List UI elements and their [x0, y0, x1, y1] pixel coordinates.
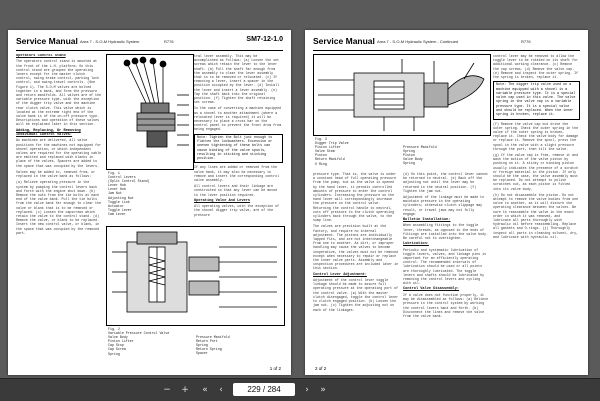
caption-item: Spring: [196, 343, 208, 348]
figure-digger-trip-valve: [313, 54, 491, 136]
paragraph: Adjustment of the control lever toggle linkage should be made to assure full operating pressure at the operating port of the control valve. (a) With the master clutch disengaged, toggle the control lever to clutch engaged position. (b) Loosen the jam nut. (c) Tighten the adjusting nut on each of the linkages.: [313, 278, 399, 312]
paragraph: All control levers and their linkage are constructed so that any lever can be moved to the lever position required.: [194, 184, 278, 197]
zoom-in-button[interactable]: +: [181, 385, 189, 395]
caption-item: Control Levers: [108, 175, 136, 180]
paragraph: When assembling fittings to the toggle lever, threads, as opposed to the ends of fittings are installed into the valve body. Be careful not to overtighten.: [403, 223, 489, 241]
page-left: [8, 30, 291, 375]
paragraph: If any lines are added or removed from the valve bank, it may also be necessary to remove and insert the corresponding control valve assembly.: [194, 165, 280, 183]
caption-item: Lever Hub: [108, 187, 126, 192]
caption-item: Jam Nut: [108, 191, 122, 196]
caption-item: (Split Control Stand): [108, 179, 150, 184]
caption-item: Piston: [315, 153, 327, 158]
prev-page-button[interactable]: ‹: [219, 385, 223, 395]
figure-1-caption: [108, 171, 192, 216]
figure-control-levers: [106, 54, 194, 170]
figure-2-caption: [108, 327, 192, 356]
caption-item: Spacer: [196, 351, 208, 356]
valve-drawing: [107, 227, 284, 325]
section-heading: Adding, Replacing, Or Removing Individual Control Valves:: [16, 128, 81, 138]
manual-subtitle: Area 7 - S-O-M Hydraulic System - Continued: [377, 39, 459, 44]
section-heading: Control Lever Adjustment:: [313, 272, 367, 277]
caption-title: Fig. 1: [108, 171, 120, 175]
paragraph: (d) On this point, the control lever cannot be returned to neutral. (e) Back off the adjusting nut until the lever may be returned to the neutral position. (f) Tighten the jam nut.: [403, 172, 489, 193]
caption-item: Toggle Link: [108, 199, 130, 204]
caption-item: Spring: [108, 351, 120, 356]
caption-item: Return Manifold: [315, 157, 345, 162]
paragraph: tral lever assembly. This may be accomplished as follows: (a) Loosen the set screws which retain the lever to the lever shaft. (b) Pull the shaft far enough from the assembly to clear the lever assembly that is to be removed or relocated. (c) If removing a lever, insert a spacer in the position occupied by the lever. (d) Install the lever and insert a lever assembly. (e) Tap the shaft back into the original position. (f) Tighten the shaft retaining set screws.: [194, 54, 280, 105]
paragraph: The valves are precision built at the factory, and require no internal adjustment. The pistons are individually lapped fits, and are not interchangeable from one to another. As dirt, or improper handling may cause the valves to become inoperative, the valves must not be removed except when necessary to repair or replace the inner valve parts. Assembly and inspection procedures are included later in this section.: [313, 224, 399, 271]
caption-subtitle: Variable Pressure Control Valve: [108, 331, 170, 336]
caption-item: Piston: [403, 153, 415, 158]
page-number-field[interactable]: 229 / 284: [233, 383, 295, 396]
caption-item: Valve Stem: [315, 149, 335, 154]
caption-item: Piston Lifter: [108, 339, 134, 344]
caption-item: Toggle Lever: [108, 207, 132, 212]
caption-item: O Ring: [315, 161, 327, 166]
paragraph: All operating valves, with the exception of the shovel digger trip valve, are of the pressure: [194, 204, 280, 217]
warning-note: Note: Tighten the Bolt just enough to flatten the lockwashers. Excessive or uneven tightening of these bolts can cause binding of the valve spools, resulting in sticking and sticking position.: [194, 134, 283, 164]
paragraph: The operators control stand is mounted at the front of the L.H. platform. On this control stand are grouped the operating levers except for the master clutch control, swing brake control, parking lock control, and swing-travel controls. (See Figure 1). The S-O-M valves are bolted together in a bank, and form the pressure and return manifolds. All valves are of the variable pressure type, with the exception of the digger trip valve and the machine rear clutch valve. This valve which is located at the extreme right end of the valve bank is of the on-off pressure type. Descriptions and operation of these valves will be explained later in this section.: [16, 59, 102, 127]
page-number: 2 of 2: [315, 366, 327, 371]
caption-item: Lever Hub: [108, 183, 126, 188]
figure-3-caption: [315, 137, 399, 166]
manual-title: Service Manual: [313, 36, 375, 46]
caption-title: Fig. 3: [315, 137, 327, 141]
caption-item: Cap Screw: [108, 347, 126, 352]
paragraph: Adjustment of the linkage must be made to maintain pressure in the operating cylinders; otherwise clutch slippage may result, or travel jaws may not fully engage.: [403, 195, 485, 216]
paragraph: (f) Remove the valve cap but drive the outer spring. Check the outer spring in the valve if the outer spring is broken, replace it. Check the valve body for damage or replace it. Remove the spool, press the spool in the valve with a slight pressure through the port, then tilt the valve.: [493, 121, 579, 151]
caption-item: Valve Body: [403, 157, 423, 162]
section-heading: Operators Control Stand: [16, 54, 66, 58]
digger-valve-drawing: [314, 55, 490, 135]
paragraph: pressure type. That is, the valve is under a constant head of full operating pressure from the pump, but as the valve is opened by the hand lever, it permits controlled amounts of pressure to enter the control cylinders. Increasing the pressure on the hand lever will correspondingly increase the pressure on the control valve. Returning the control handle to neutral, cuts off pressure to the clutch operating cylinders back through the valve, to the sump line.: [313, 172, 397, 223]
manual-code: R776: [521, 39, 531, 44]
viewer-toolbar: [0, 378, 600, 401]
warning-note: Note: The digger trip valve used on a machine equipped with a shovel is a variable pressure type. It is a special valve cap used in this valve. The valve spring in the valve cap is a variable pressure type. It is a special valve and should be replaced. When the inner spring is broken, replace it.: [493, 81, 580, 119]
section-heading: Operating Valve And Levers: [194, 198, 251, 203]
text-column-1: [313, 172, 399, 361]
caption-item: Return Port: [196, 339, 218, 344]
caption-item: Valve Body: [108, 335, 128, 340]
caption-item: Piston Lifter: [315, 145, 341, 150]
text-column-3: [194, 54, 283, 224]
next-page-button[interactable]: ›: [305, 385, 309, 395]
paragraph: (g) If the valve cap is free, remove it and wash the action of the valve piston by pushing on it. A sticky or binding piston usually indicates the presence of a scratch or foreign material in the piston. If only should be the case, the valve assembly must be replaced. Do not attempt to polish scratches out, as each piston is fitted into its valve body.: [493, 153, 579, 191]
section-number: SM7-12-1.0: [246, 36, 283, 43]
paragraph: (h) Do not disassemble the piston. Do not attempt to remove the valve bodies from one valve to another, as it will disturb the operating clearance between the valves. Be sure to reassemble the valve in the exact order in which it was removed, and lubricate all parts thoroughly with hydraulic oil before reassembling. Replace all gaskets and O-rings. (j) Thoroughly inspect all parts in cleaning solvent, dry, and lubricate with hydraulic oil.: [493, 192, 579, 239]
paragraph: Periodic and systematic lubrication of toggle levers, valves, and linkage pins is important for an efficiently operating control. The recommended intervals of lubrication should be used or all points are thoroughly lubricated. The toggle levers and shafts should be lubricated by removing the control levers and cycling with oil.: [403, 247, 487, 286]
figure-2-caption-b: [196, 335, 280, 355]
paragraph: Valves may be added to, removed from, or replaced in the valve bank as follows:: [16, 169, 96, 179]
control-stand-drawing: [107, 55, 193, 169]
caption-item: Adjusting Nut: [108, 195, 134, 200]
caption-item: Pressure Manifold: [403, 145, 437, 149]
last-page-button[interactable]: »: [320, 385, 326, 395]
paragraph: (a) Relieve operating pressure in the system by pumping the control levers back and forth with the engine shut down. (b) Remove the nuts from the tie bolts at each end of the valve bank. Pull the tie bolts from the valve bank far enough to clear the valve or blank that is to be removed or replaced. (c) Loosen the capscrews which retain the valve to the control stand. (d) Remove the valve, or blank to be replaced. Insert the new control valve, or blank, in the space that was occupied by the removed part.: [16, 180, 102, 235]
page-header: [16, 36, 283, 51]
caption-item: Pressure Manifold: [196, 335, 230, 339]
text-column-1: [16, 54, 102, 361]
figure-3-caption-b: [403, 145, 487, 165]
text-column-3: [493, 54, 580, 361]
caption-item: Return Spring: [196, 347, 222, 352]
manual-code: R776: [164, 39, 174, 44]
section-heading: Control Valve Disassembly:: [403, 287, 460, 292]
caption-item: Spring: [403, 149, 415, 154]
page-number: 1 of 2: [269, 366, 281, 371]
page-right: [305, 30, 588, 375]
caption-item: Actuator: [108, 203, 124, 208]
caption-item: Cap Stop: [108, 343, 124, 348]
caption-item: Spring: [403, 161, 415, 166]
paragraph: If a valve does not function properly, it may be disassembled as follows: (a) Relieve pressure in the control system by working the control levers back and forth. (b) Disconnect the lines and remove the valve from the valve bank.: [403, 292, 489, 318]
paragraph: control lever may be removed to allow the toggle lever to be rotated on its shaft for additional working clearance. (c) Remove the cap screws. (d) Remove the valve cap. (e) Remove and inspect the outer spring. If the spring is broken, replace it.: [493, 54, 579, 80]
text-column-2: [403, 172, 489, 361]
first-page-button[interactable]: «: [202, 385, 208, 395]
zoom-out-button[interactable]: −: [163, 385, 171, 395]
section-heading: Lubrication:: [403, 242, 429, 247]
caption-item: Cam Lever: [108, 211, 126, 216]
manual-title: Service Manual: [16, 36, 78, 46]
caption-title: Fig. 2: [108, 327, 120, 331]
page-header: [313, 36, 580, 51]
figure-control-valve: [106, 226, 285, 326]
manual-subtitle: Area 7 - S-O-M Hydraulic System: [80, 39, 140, 44]
paragraph: In the case of converting a machine equipped as a shovel to another attachment (where a relocated lever is required) it will be necessary to place a cross bar on the control panel to prevent the front drum from being engaged.: [194, 106, 282, 132]
paragraph: As machines are delivered, all valve positions for the machines not equipped for shovel operation, or which independent valves are required for the operating cable are emitted and replaced with blanks in place of the valves. Spacers are added to the space that was occupied by the levers.: [16, 138, 102, 168]
section-heading: Bulletin Installation:: [403, 218, 451, 223]
caption-subtitle: Digger Trip Valve: [315, 141, 349, 146]
